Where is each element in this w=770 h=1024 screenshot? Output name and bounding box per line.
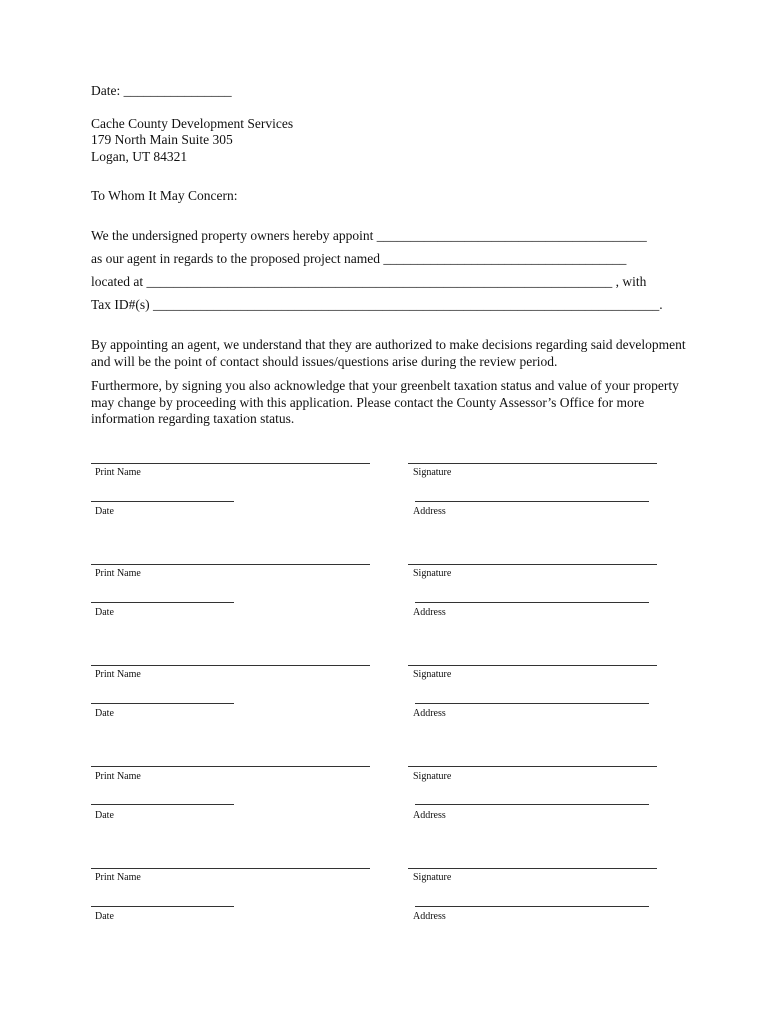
signature-line[interactable] bbox=[408, 564, 657, 565]
address-line-organization: Cache County Development Services bbox=[91, 116, 294, 131]
address-label: Address bbox=[413, 506, 446, 517]
signature-label: Signature bbox=[413, 872, 452, 883]
appoint-agent-field[interactable]: We the undersigned property owners hereby appoint ________________________________________ bbox=[91, 228, 647, 243]
date-line[interactable]: Date: ________________ bbox=[91, 83, 232, 98]
print-name-label: Print Name bbox=[95, 467, 141, 478]
address-line-field[interactable] bbox=[415, 602, 649, 603]
greenbelt-taxation-paragraph: Furthermore, by signing you also acknowledge that your greenbelt taxation status and value of your property may change by proceeding with this application. Please contact the County Assessor’s Office for more information regarding taxation status. bbox=[91, 378, 679, 426]
address-label: Address bbox=[413, 810, 446, 821]
date-line-field[interactable] bbox=[91, 501, 234, 502]
salutation: To Whom It May Concern: bbox=[91, 188, 238, 203]
date-line-field[interactable] bbox=[91, 602, 234, 603]
date-label: Date bbox=[95, 810, 114, 821]
agent-authorization-paragraph: By appointing an agent, we understand that they are authorized to make decisions regarding said development and will be the point of contact should issues/questions arise during the review period. bbox=[91, 337, 686, 369]
address-line-field[interactable] bbox=[415, 906, 649, 907]
address-label: Address bbox=[413, 911, 446, 922]
address-label: Address bbox=[413, 708, 446, 719]
project-name-field[interactable]: as our agent in regards to the proposed project named ____________________________________ bbox=[91, 251, 627, 266]
print-name-line[interactable] bbox=[91, 564, 370, 565]
print-name-line[interactable] bbox=[91, 766, 370, 767]
date-line-field[interactable] bbox=[91, 906, 234, 907]
signature-label: Signature bbox=[413, 467, 452, 478]
date-label: Date bbox=[95, 911, 114, 922]
date-label: Date bbox=[95, 708, 114, 719]
date-line-field[interactable] bbox=[91, 804, 234, 805]
signature-line[interactable] bbox=[408, 868, 657, 869]
address-line-field[interactable] bbox=[415, 804, 649, 805]
signature-line[interactable] bbox=[408, 665, 657, 666]
print-name-label: Print Name bbox=[95, 771, 141, 782]
date-label: Date bbox=[95, 607, 114, 618]
signature-label: Signature bbox=[413, 771, 452, 782]
address-label: Address bbox=[413, 607, 446, 618]
print-name-label: Print Name bbox=[95, 669, 141, 680]
print-name-line[interactable] bbox=[91, 868, 370, 869]
print-name-line[interactable] bbox=[91, 665, 370, 666]
signature-label: Signature bbox=[413, 568, 452, 579]
address-line-field[interactable] bbox=[415, 501, 649, 502]
tax-id-field[interactable]: Tax ID#(s) ___________________________________________________________________________. bbox=[91, 297, 663, 312]
print-name-line[interactable] bbox=[91, 463, 370, 464]
address-line-field[interactable] bbox=[415, 703, 649, 704]
signature-line[interactable] bbox=[408, 463, 657, 464]
print-name-label: Print Name bbox=[95, 568, 141, 579]
address-line-street: 179 North Main Suite 305 bbox=[91, 132, 233, 147]
print-name-label: Print Name bbox=[95, 872, 141, 883]
signature-line[interactable] bbox=[408, 766, 657, 767]
date-line-field[interactable] bbox=[91, 703, 234, 704]
location-field[interactable]: located at _____________________________________________________________________ , with bbox=[91, 274, 647, 289]
address-line-city: Logan, UT 84321 bbox=[91, 149, 188, 164]
signature-label: Signature bbox=[413, 669, 452, 680]
date-label: Date bbox=[95, 506, 114, 517]
